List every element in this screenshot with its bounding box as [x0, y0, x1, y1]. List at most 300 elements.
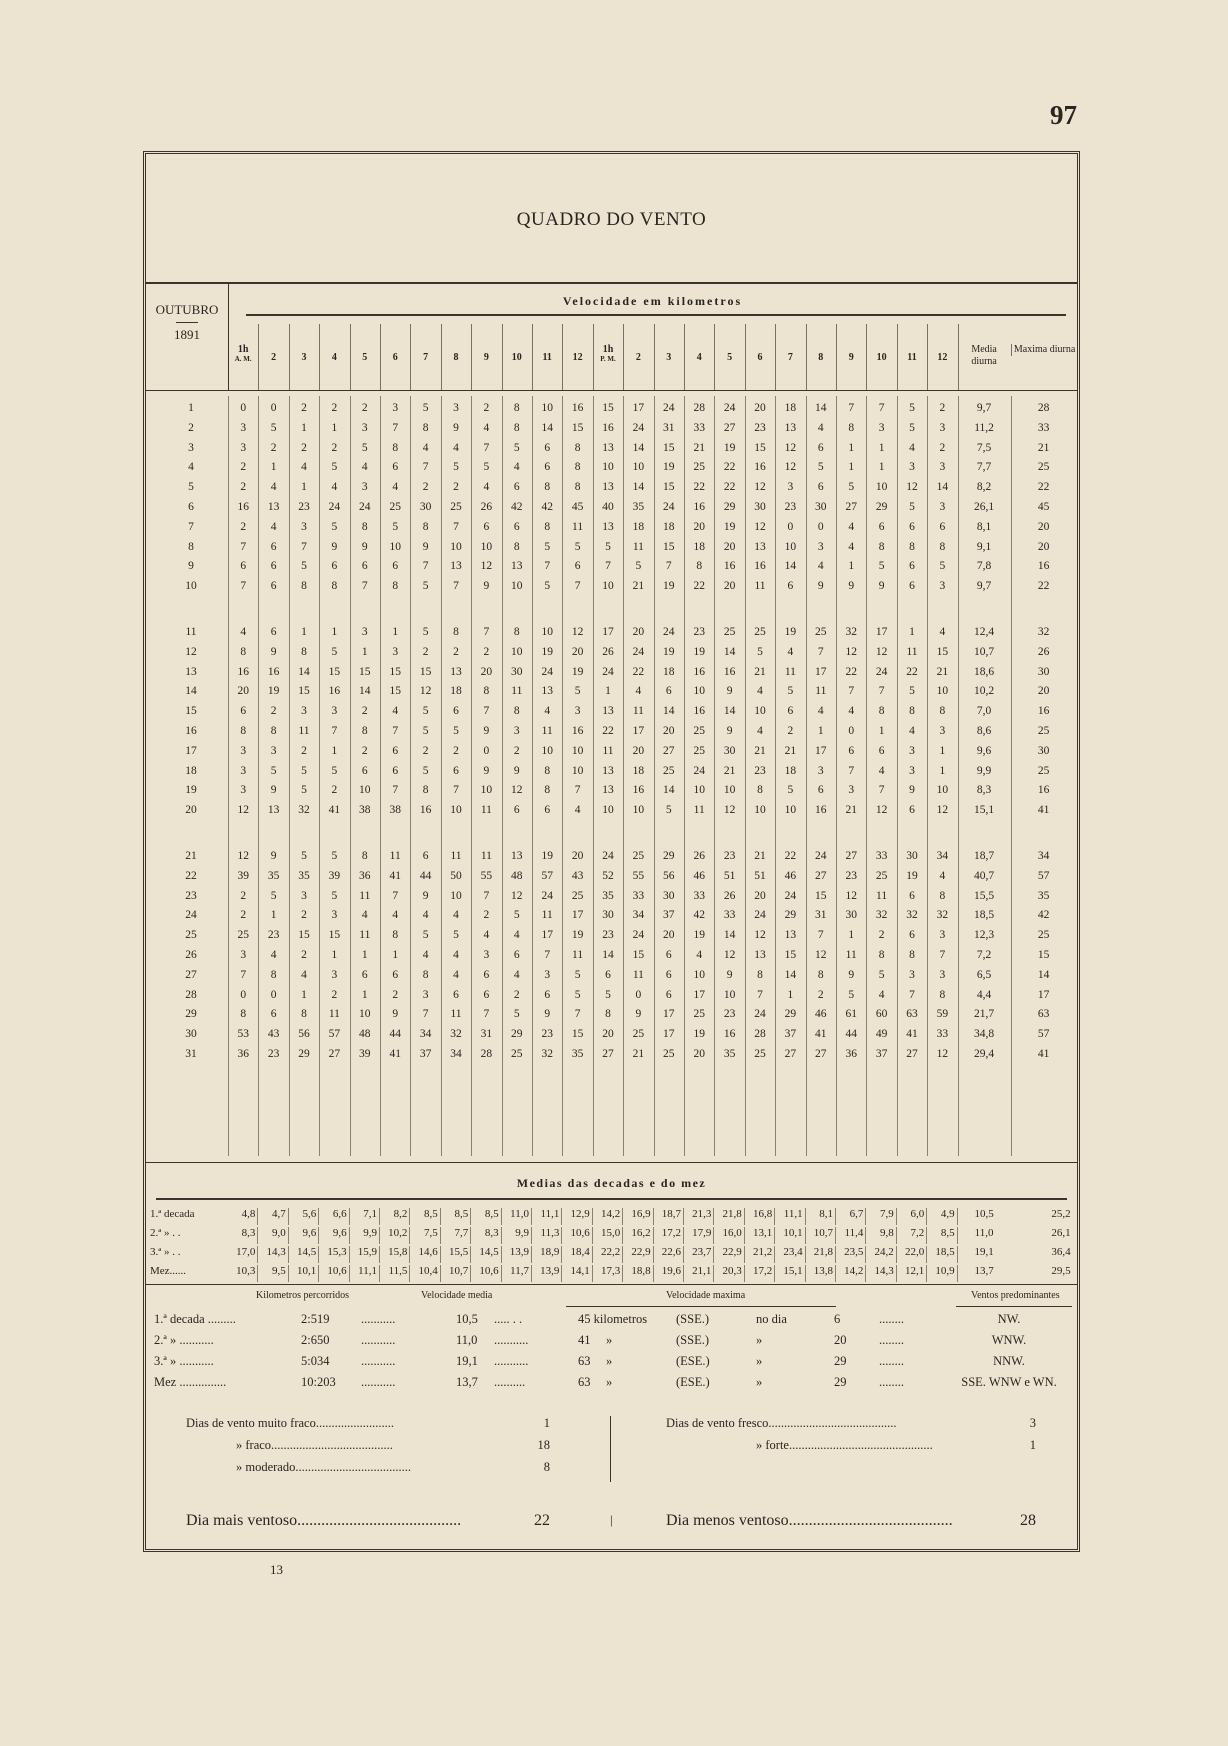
- hour-value: 21: [754, 850, 766, 862]
- hour-value: 15: [571, 1028, 584, 1041]
- media-value: 26,1: [974, 501, 995, 513]
- hour-value: 7: [483, 705, 490, 718]
- hour-value: 31: [480, 1028, 493, 1041]
- hour-value: 1: [270, 461, 277, 474]
- days-section: [146, 1416, 1077, 1551]
- hour-value: 9: [392, 1008, 399, 1021]
- decade-value: 16,2: [623, 1227, 653, 1244]
- hour-value: 15: [632, 949, 645, 961]
- hour-value: 5: [422, 402, 429, 414]
- hour-value: 26: [602, 645, 614, 658]
- hour-value: 5: [331, 520, 338, 533]
- summary-dots2: ...........: [494, 1333, 529, 1347]
- hour-value: 38: [359, 804, 371, 817]
- hour-value: 6: [392, 461, 399, 474]
- hour-value: 8: [422, 421, 429, 434]
- hour-value: 33: [936, 1028, 949, 1041]
- hour-value: 8: [909, 705, 915, 718]
- hour-value: 7: [757, 988, 763, 1001]
- hour-value: 7: [301, 540, 307, 553]
- hour-value: 20: [237, 685, 249, 698]
- hour-value: 5: [422, 764, 429, 777]
- hour-value: 0: [270, 402, 277, 414]
- hour-value: 5: [909, 501, 915, 513]
- days-label: » forte..............................................: [756, 1438, 933, 1452]
- hour-value: 4: [513, 929, 520, 942]
- hour-value: 35: [571, 1048, 584, 1060]
- hour-am-9: [471, 324, 502, 390]
- hour-value: 9: [848, 580, 855, 593]
- hour-value: 5: [939, 560, 946, 573]
- hour-value: 7: [240, 968, 247, 981]
- hour-value: 1: [392, 949, 399, 961]
- hour-value: 35: [632, 501, 645, 513]
- hour-value: 25: [723, 626, 736, 638]
- hour-value: 25: [389, 501, 401, 513]
- hour-value: 6: [513, 520, 520, 533]
- hour-value: 11: [541, 725, 553, 737]
- day-number: 2: [188, 421, 194, 434]
- hour-value: 41: [328, 804, 341, 817]
- hour-value: 27: [845, 501, 857, 513]
- table-row: [146, 1006, 1077, 1026]
- decade-value: 7,1: [350, 1208, 380, 1225]
- hour-value: 11: [632, 705, 644, 718]
- hour-value: 21: [784, 744, 797, 757]
- hour-value: 6: [240, 705, 247, 718]
- decades-table: [146, 1204, 1077, 1284]
- table-row: [146, 782, 1077, 802]
- hour-value: 5: [848, 481, 855, 494]
- hour-pm-12: [927, 324, 958, 390]
- hour-value: 24: [693, 764, 705, 777]
- hour-value: 10: [693, 968, 705, 981]
- hour-value: 2: [817, 988, 824, 1001]
- decade-label: Mez......: [150, 1265, 187, 1277]
- hour-value: 19: [723, 520, 736, 533]
- hour-value: 2: [240, 520, 247, 533]
- decade-value: 18,5: [927, 1246, 957, 1263]
- decade-value: 16,8: [745, 1208, 775, 1225]
- hour-label: 5: [362, 352, 368, 363]
- hour-value: 10: [571, 744, 584, 757]
- hour-value: 6: [665, 988, 672, 1001]
- hour-value: 29: [511, 1028, 523, 1041]
- hour-value: 8: [453, 626, 459, 638]
- hour-value: 43: [267, 1028, 280, 1041]
- hour-value: 24: [784, 889, 797, 902]
- summary-nodia: »: [756, 1354, 763, 1368]
- hour-value: 3: [909, 764, 915, 777]
- hour-value: 9: [483, 764, 490, 777]
- day-number: 12: [185, 645, 197, 658]
- hour-value: 6: [665, 949, 672, 961]
- hour-value: 3: [939, 968, 946, 981]
- hour-am-8: [441, 324, 472, 390]
- hour-pm-6: [745, 324, 776, 390]
- hour-value: 7: [483, 889, 490, 902]
- hour-value: 4: [240, 626, 247, 638]
- hour-value: 8: [301, 580, 307, 593]
- hour-value: 5: [422, 626, 429, 638]
- hour-value: 35: [723, 1048, 736, 1060]
- hour-value: 7: [483, 441, 490, 454]
- hour-value: 4: [817, 705, 824, 718]
- hour-value: 8: [513, 626, 520, 638]
- hour-value: 28: [480, 1048, 493, 1060]
- hour-value: 38: [389, 804, 401, 817]
- hour-value: 3: [240, 421, 247, 434]
- hour-value: 42: [693, 909, 705, 922]
- hour-value: 12: [723, 804, 736, 817]
- summary-max: 41: [578, 1333, 591, 1347]
- decade-value: 15,5: [441, 1246, 471, 1263]
- hour-value: 3: [361, 481, 368, 494]
- decade-value: 13,1: [745, 1227, 775, 1244]
- hour-label: 10: [876, 352, 887, 363]
- hour-value: 9: [483, 725, 490, 737]
- hour-label: 11: [907, 352, 917, 363]
- hour-value: 11: [876, 889, 888, 902]
- hour-value: 25: [815, 626, 827, 638]
- table-row: [146, 664, 1077, 684]
- hour-value: 11: [450, 850, 462, 862]
- hour-value: 7: [331, 725, 338, 737]
- hour-value: 12: [754, 929, 766, 942]
- hour-value: 6: [392, 744, 399, 757]
- media-value: 4,4: [976, 988, 992, 1001]
- hour-value: 41: [906, 1028, 918, 1041]
- media-value: 12,4: [974, 626, 995, 638]
- hour-value: 12: [237, 804, 249, 817]
- media-value: 15,5: [974, 889, 995, 902]
- hour-value: 5: [331, 645, 338, 658]
- hour-value: 5: [301, 784, 307, 797]
- hour-value: 30: [815, 501, 827, 513]
- hour-label: 7: [787, 352, 793, 363]
- hour-value: 19: [693, 929, 705, 942]
- media-diurna-header: Media diurna: [971, 344, 997, 367]
- media-value: 34,8: [974, 1028, 995, 1041]
- hour-value: 4: [453, 441, 459, 454]
- hour-value: 1: [848, 461, 855, 474]
- decade-value: 9,9: [502, 1227, 532, 1244]
- decade-value: 11,5: [380, 1265, 410, 1282]
- hour-pm-5: [714, 324, 745, 390]
- media-header: Velocidade media: [421, 1290, 493, 1301]
- media-value: 9,1: [976, 540, 992, 553]
- summary-dots2: ...........: [494, 1354, 529, 1368]
- hour-value: 20: [754, 402, 766, 414]
- hour-value: 11: [693, 804, 705, 817]
- table-row: [146, 703, 1077, 723]
- hour-value: 18: [663, 520, 675, 533]
- hour-value: 7: [453, 580, 459, 593]
- hour-value: 5: [422, 725, 429, 737]
- max-value: 32: [1037, 626, 1050, 638]
- days-value: 8: [543, 1460, 550, 1474]
- hour-value: 25: [237, 929, 249, 942]
- hour-value: 3: [817, 540, 824, 553]
- max-value: 14: [1037, 968, 1050, 981]
- max-value: 41: [1037, 1048, 1050, 1060]
- max-rule: [566, 1306, 836, 1307]
- decade-max: 25,2: [1051, 1208, 1071, 1220]
- max-value: 25: [1037, 461, 1050, 474]
- hour-value: 46: [815, 1008, 827, 1021]
- media-value: 8,1: [976, 520, 992, 533]
- media-value: 9,6: [976, 744, 992, 757]
- hour-value: 4: [422, 949, 429, 961]
- hour-value: 12: [845, 889, 857, 902]
- decade-value: 21,8: [714, 1208, 744, 1225]
- hour-value: 3: [909, 461, 915, 474]
- table-row: [146, 400, 1077, 420]
- decade-value: 10,4: [410, 1265, 440, 1282]
- table-header: [146, 284, 1077, 390]
- hour-value: 16: [602, 421, 614, 434]
- hour-value: 12: [723, 949, 736, 961]
- hour-value: 22: [845, 665, 857, 678]
- hour-label: 6: [392, 352, 398, 363]
- max-value: 33: [1037, 421, 1050, 434]
- hour-value: 6: [392, 764, 399, 777]
- hour-value: 5: [909, 685, 915, 698]
- hour-value: 3: [392, 645, 399, 658]
- hour-value: 13: [267, 804, 280, 817]
- day-number: 14: [185, 685, 197, 698]
- hour-value: 3: [270, 744, 277, 757]
- hour-value: 17: [541, 929, 553, 942]
- hour-value: 7: [392, 421, 399, 434]
- daily-table-bottom-rule: [146, 1162, 1077, 1163]
- hour-value: 31: [815, 909, 827, 922]
- hour-value: 8: [696, 560, 703, 573]
- hour-value: 20: [693, 520, 705, 533]
- hour-value: 13: [754, 949, 766, 961]
- hour-value: 8: [422, 520, 429, 533]
- day-number: 28: [185, 988, 197, 1001]
- hour-value: 33: [632, 889, 645, 902]
- dia-mais-label: Dia mais ventoso.........................................: [186, 1512, 462, 1529]
- hour-label: 11: [542, 352, 552, 363]
- header-rule: [146, 390, 1077, 391]
- hour-label: 1h: [237, 344, 249, 355]
- hour-am-1: [228, 324, 259, 390]
- hour-value: 20: [571, 850, 584, 862]
- hour-am-6: [380, 324, 411, 390]
- hour-value: 33: [693, 889, 705, 902]
- table-row: [146, 683, 1077, 703]
- day-number: 19: [185, 784, 197, 797]
- hour-value: 24: [359, 501, 371, 513]
- hour-value: 19: [571, 929, 584, 942]
- hour-value: 8: [574, 481, 581, 494]
- hour-value: 10: [754, 705, 766, 718]
- media-value: 11,2: [974, 421, 994, 434]
- days-right: [666, 1416, 1046, 1476]
- table-row: [146, 644, 1077, 664]
- hour-headers: [228, 324, 1077, 390]
- hour-value: 10: [632, 461, 645, 474]
- hour-pm-4: [684, 324, 715, 390]
- hour-value: 18: [450, 685, 462, 698]
- hour-value: 7: [392, 725, 399, 737]
- hour-value: 30: [845, 909, 857, 922]
- hour-value: 2: [878, 929, 885, 942]
- hour-value: 61: [845, 1008, 857, 1021]
- hour-value: 21: [845, 804, 857, 817]
- hour-value: 27: [663, 744, 675, 757]
- title-box: [146, 154, 1077, 284]
- summary-vento: NW.: [997, 1312, 1021, 1326]
- hour-value: 2: [422, 744, 429, 757]
- hour-value: 11: [602, 744, 614, 757]
- decade-value: 11,7: [502, 1265, 532, 1282]
- hour-value: 9: [878, 580, 885, 593]
- decade-value: 14,5: [471, 1246, 501, 1263]
- hour-value: 34: [419, 1028, 432, 1041]
- dia-mais: [186, 1512, 550, 1530]
- hour-value: 9: [331, 540, 338, 553]
- hour-value: 14: [632, 481, 645, 494]
- hour-value: 29: [784, 1008, 797, 1021]
- dia-menos-label: Dia menos ventoso.........................................: [666, 1512, 953, 1529]
- decade-value: 18,9: [532, 1246, 562, 1263]
- decade-value: 17,2: [654, 1227, 684, 1244]
- hour-value: 35: [602, 889, 614, 902]
- max-value: 21: [1037, 441, 1050, 454]
- hour-value: 8: [240, 645, 247, 658]
- ampm-label: P. M.: [600, 355, 616, 363]
- hour-value: 6: [817, 441, 824, 454]
- hour-value: 8: [513, 540, 520, 553]
- hour-value: 6: [544, 804, 551, 817]
- hour-value: 29: [663, 850, 675, 862]
- hour-value: 48: [511, 869, 523, 882]
- hour-value: 6: [787, 705, 794, 718]
- hour-value: 3: [392, 402, 399, 414]
- hour-value: 5: [453, 461, 459, 474]
- hour-value: 2: [270, 441, 277, 454]
- days-value: 3: [1029, 1416, 1036, 1430]
- hour-value: 4: [422, 909, 429, 922]
- decade-value: 9,6: [289, 1227, 319, 1244]
- month-header: [146, 284, 229, 390]
- day-number: 22: [185, 869, 197, 882]
- hour-value: 7: [848, 402, 855, 414]
- hour-value: 12: [815, 949, 827, 961]
- hour-value: 17: [602, 626, 614, 638]
- hour-value: 4: [301, 461, 307, 474]
- day-number: 16: [185, 725, 197, 737]
- hour-value: 22: [693, 580, 705, 593]
- summary-km: 5:034: [301, 1354, 330, 1368]
- hour-value: 6: [270, 540, 277, 553]
- hour-value: 14: [541, 421, 553, 434]
- hour-value: 24: [815, 850, 827, 862]
- hour-value: 10: [450, 804, 462, 817]
- media-value: 9,7: [976, 402, 992, 414]
- hour-value: 9: [422, 889, 429, 902]
- summary-dots1: ...........: [361, 1375, 396, 1389]
- media-value: 8,2: [976, 481, 992, 494]
- hour-value: 19: [663, 580, 675, 593]
- hour-value: 8: [757, 968, 763, 981]
- day-number: 1: [188, 402, 194, 414]
- hour-value: 20: [663, 929, 675, 942]
- max-value: 25: [1037, 764, 1050, 777]
- hour-value: 9: [726, 685, 733, 698]
- media-value: 21,7: [974, 1008, 995, 1021]
- days-row: [666, 1438, 1036, 1458]
- day-number: 3: [188, 441, 194, 454]
- summary-label: Mez ...............: [154, 1375, 227, 1389]
- decade-value: 22,2: [593, 1246, 623, 1263]
- hour-value: 5: [878, 560, 885, 573]
- summary-vento: WNW.: [991, 1333, 1027, 1347]
- hour-value: 7: [574, 580, 581, 593]
- hour-value: 32: [541, 1048, 553, 1060]
- day-number: 15: [185, 705, 197, 718]
- hour-value: 7: [544, 949, 551, 961]
- hour-label: 2: [635, 352, 641, 363]
- hour-value: 27: [815, 869, 827, 882]
- hour-value: 29: [875, 501, 888, 513]
- decade-value: 18,7: [654, 1208, 684, 1225]
- decade-value: 5,6: [289, 1208, 319, 1225]
- hour-value: 19: [693, 645, 705, 658]
- hour-value: 19: [784, 626, 797, 638]
- hour-value: 6: [878, 520, 885, 533]
- hour-value: 22: [906, 665, 918, 678]
- hour-value: 13: [450, 560, 462, 573]
- max-value: 16: [1037, 560, 1050, 573]
- decade-value: 22,6: [654, 1246, 684, 1263]
- hour-value: 6: [392, 560, 399, 573]
- hour-value: 0: [817, 520, 824, 533]
- hour-value: 23: [723, 850, 736, 862]
- hour-value: 2: [331, 784, 338, 797]
- decade-value: 10,6: [562, 1227, 592, 1244]
- hour-value: 44: [419, 869, 432, 882]
- hour-value: 4: [483, 481, 490, 494]
- hour-pm-3: [654, 324, 685, 390]
- decade-value: 6,0: [897, 1208, 927, 1225]
- hour-value: 10: [784, 804, 797, 817]
- day-number: 5: [188, 481, 194, 494]
- ventos-header: Ventos predominantes: [971, 1290, 1060, 1301]
- hour-value: 14: [663, 705, 675, 718]
- hour-value: 4: [361, 909, 368, 922]
- hour-value: 16: [693, 501, 705, 513]
- hour-value: 14: [936, 481, 949, 494]
- decade-value: 24,2: [866, 1246, 896, 1263]
- hour-value: 12: [480, 560, 493, 573]
- summary-day: 29: [834, 1375, 847, 1389]
- hour-value: 7: [422, 461, 429, 474]
- hour-value: 56: [663, 869, 675, 882]
- hour-value: 10: [693, 685, 705, 698]
- hour-value: 4: [817, 560, 824, 573]
- decade-value: 15,9: [350, 1246, 380, 1263]
- hour-pm-10: [866, 324, 897, 390]
- decade-value: 11,1: [532, 1208, 562, 1225]
- hour-value: 11: [359, 889, 371, 902]
- hour-value: 1: [301, 421, 307, 434]
- hour-value: 8: [878, 705, 885, 718]
- decade-media: 11,0: [974, 1227, 994, 1239]
